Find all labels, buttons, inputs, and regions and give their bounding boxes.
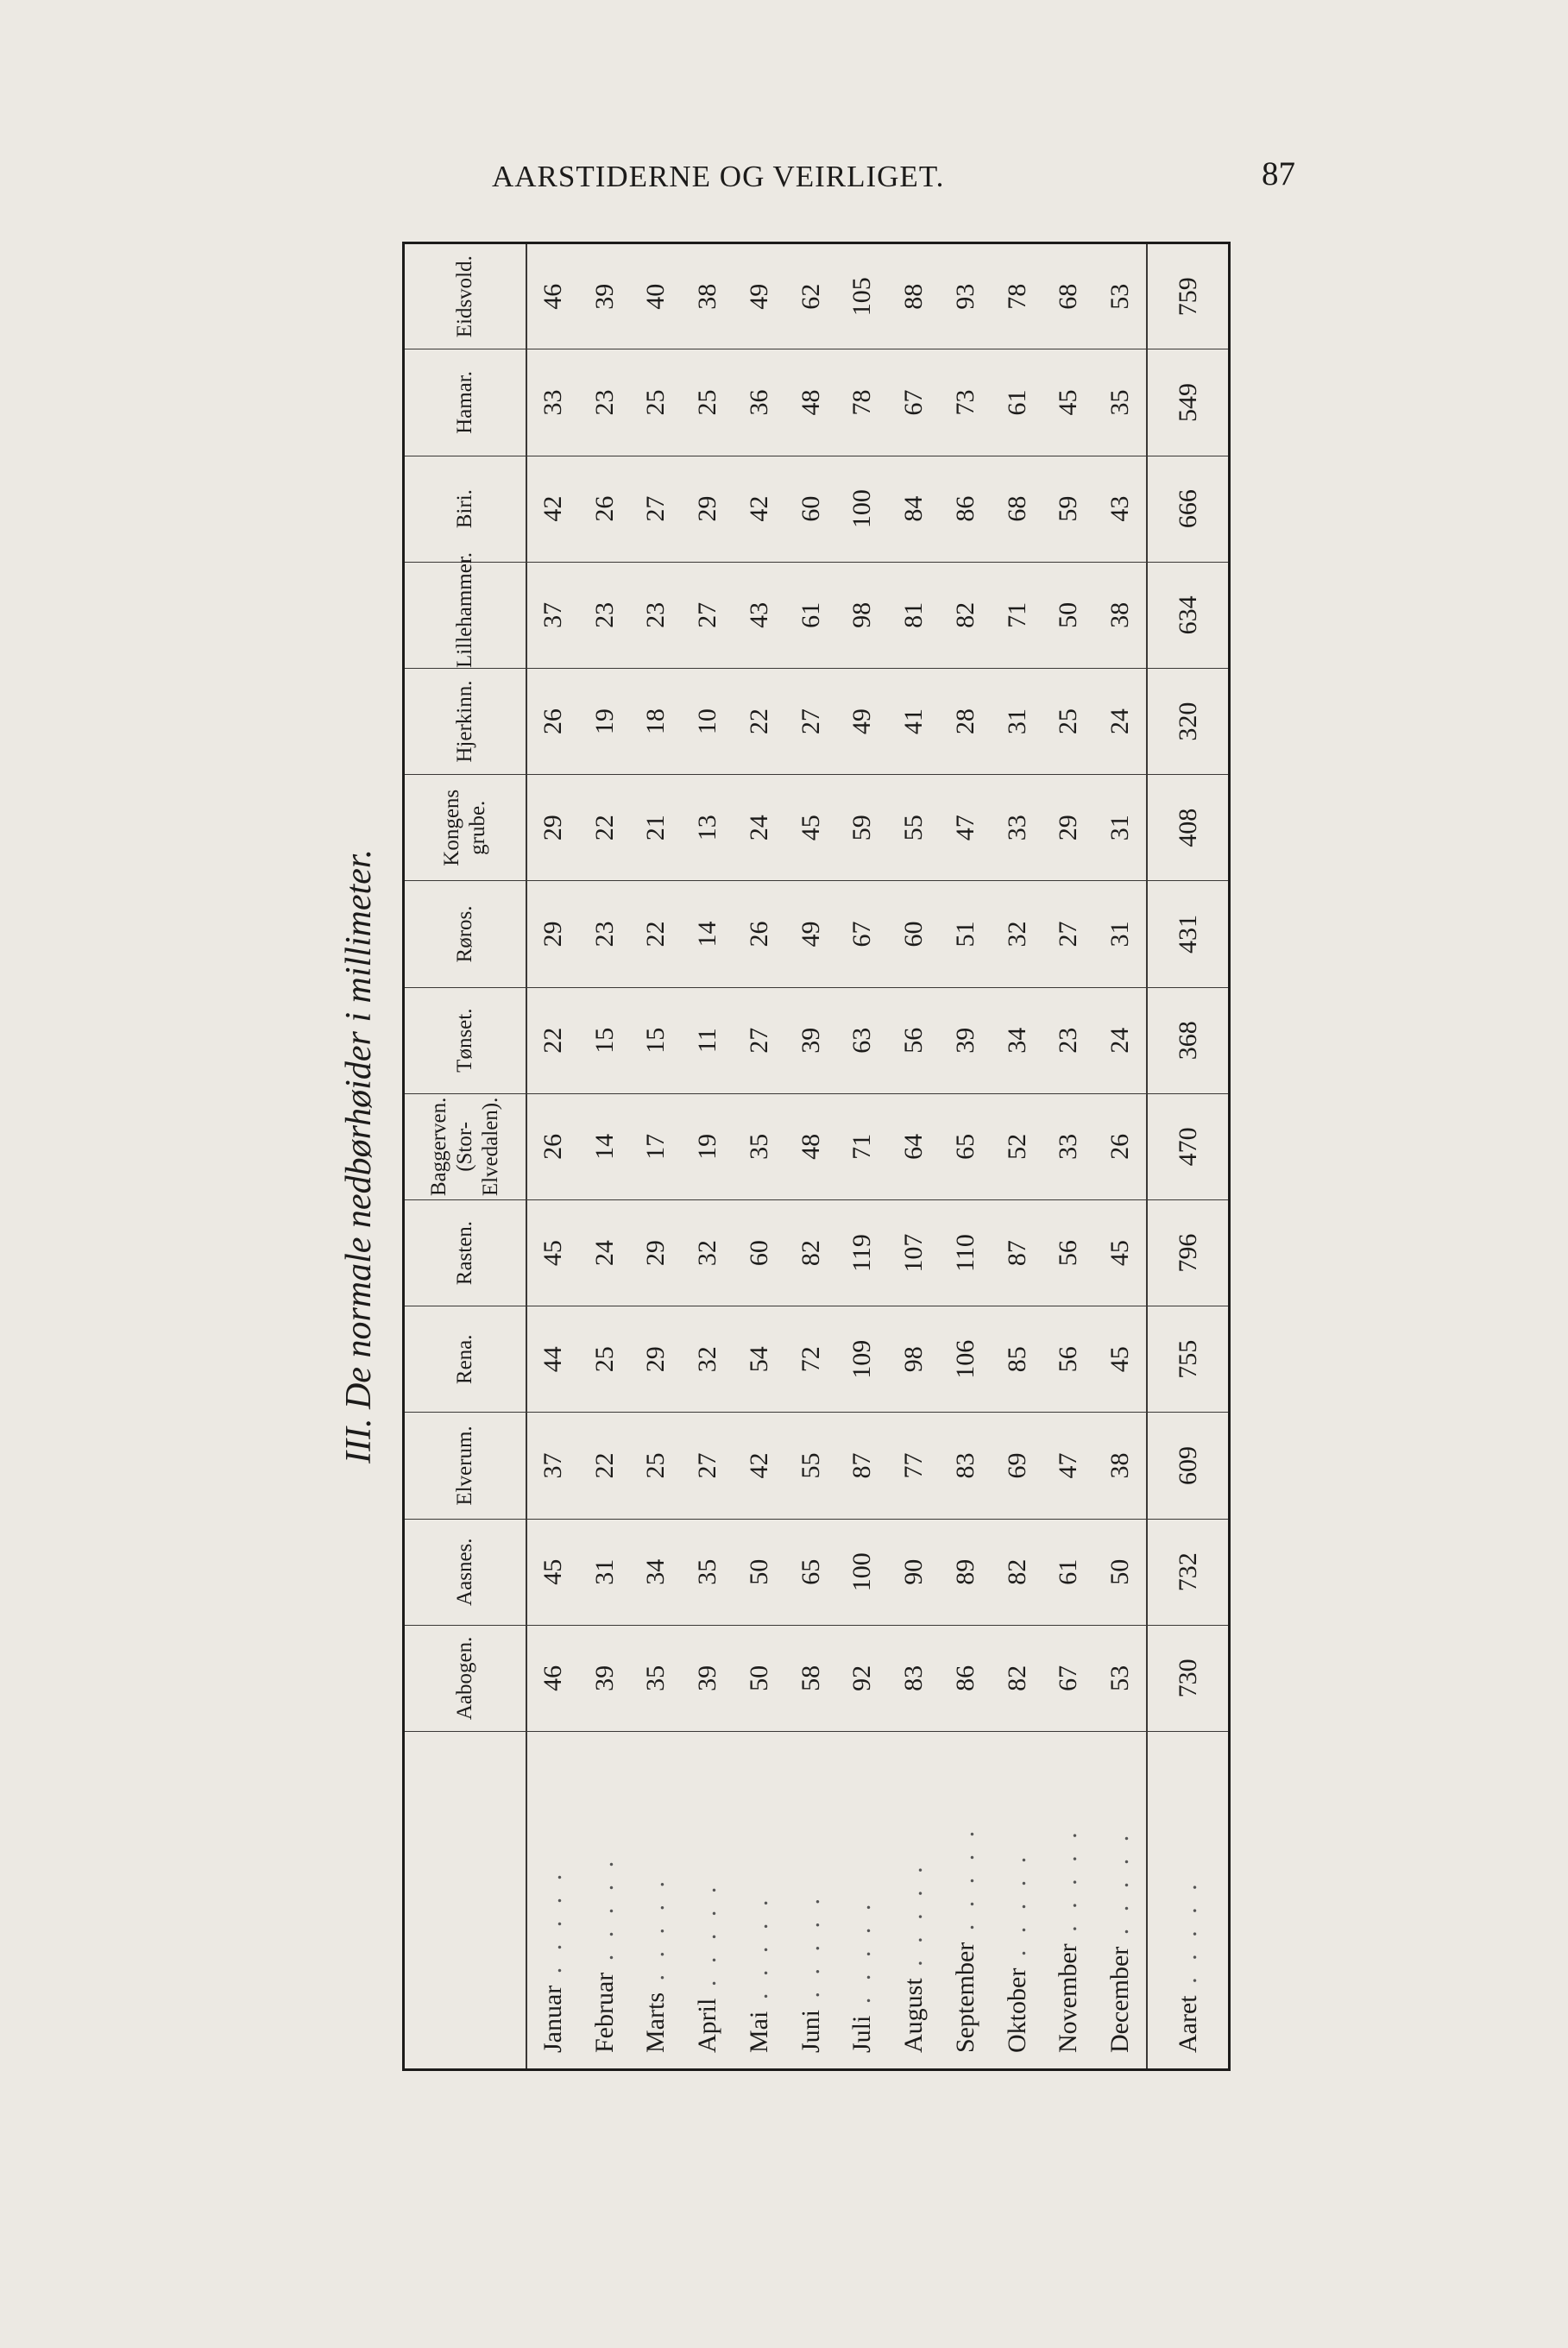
value-cell: 29 (631, 1199, 683, 1306)
value-cell: 31 (1094, 775, 1147, 881)
table-row (992, 243, 1043, 2070)
value-cell: 42 (734, 1413, 785, 1519)
value-cell: 56 (1043, 1199, 1095, 1306)
value-cell: 39 (785, 987, 837, 1093)
value-cell: 609 (1147, 1413, 1229, 1519)
month-name: April (693, 1998, 722, 2053)
table-row (837, 243, 889, 2070)
value-cell: 22 (526, 987, 579, 1093)
table-row (631, 243, 683, 2070)
value-cell: 35 (1094, 349, 1147, 456)
value-cell: 666 (1147, 456, 1229, 562)
table-header-row (404, 243, 527, 2070)
value-cell: 109 (837, 1306, 889, 1413)
value-cell: 81 (888, 562, 940, 668)
value-cell: 732 (1147, 1519, 1229, 1625)
column-header: Lillehammer. (404, 562, 527, 668)
value-cell: 25 (631, 349, 683, 456)
value-cell: 49 (785, 881, 837, 987)
table-row (1094, 243, 1147, 2070)
value-cell: 24 (1094, 987, 1147, 1093)
value-cell: 41 (888, 668, 940, 774)
running-title: AARSTIDERNE OG VEIRLIGET. (492, 160, 945, 193)
value-cell: 87 (837, 1413, 889, 1519)
column-header: Hamar. (404, 349, 527, 456)
month-name: December (1105, 1946, 1135, 2053)
value-cell: 21 (631, 775, 683, 881)
value-cell: 100 (837, 1519, 889, 1625)
value-cell: 26 (1094, 1093, 1147, 1199)
value-cell: 42 (734, 456, 785, 562)
leader-dots: . . . . . (589, 1855, 619, 1973)
value-cell: 28 (940, 668, 992, 774)
column-header: Rasten. (404, 1199, 527, 1306)
value-cell: 72 (785, 1306, 837, 1413)
month-label (785, 1732, 837, 2070)
value-cell: 23 (631, 562, 683, 668)
table-row (526, 243, 579, 2070)
table-row (940, 243, 992, 2070)
value-cell: 107 (888, 1199, 940, 1306)
value-cell: 55 (888, 775, 940, 881)
value-cell: 33 (1043, 1093, 1095, 1199)
value-cell: 32 (992, 881, 1043, 987)
value-cell: 86 (940, 456, 992, 562)
value-cell: 84 (888, 456, 940, 562)
value-cell: 50 (734, 1625, 785, 1731)
month-label (579, 1732, 631, 2070)
value-cell: 50 (1094, 1519, 1147, 1625)
value-cell: 53 (1094, 1625, 1147, 1731)
value-cell: 23 (579, 881, 631, 987)
value-cell: 83 (940, 1413, 992, 1519)
value-cell: 38 (1094, 1413, 1147, 1519)
value-cell: 39 (682, 1625, 734, 1731)
value-cell: 60 (734, 1199, 785, 1306)
value-cell: 60 (888, 881, 940, 987)
value-cell: 43 (734, 562, 785, 668)
month-name: September (950, 1942, 979, 2053)
value-cell: 26 (526, 1093, 579, 1199)
value-cell: 27 (1043, 881, 1095, 987)
value-cell: 98 (888, 1306, 940, 1413)
leader-dots: . . . . . (1054, 1827, 1083, 1944)
value-cell: 18 (631, 668, 683, 774)
value-cell: 85 (992, 1306, 1043, 1413)
value-cell: 34 (992, 987, 1043, 1093)
value-cell: 82 (785, 1199, 837, 1306)
month-label (992, 1732, 1043, 2070)
month-name: Juli (847, 2015, 877, 2053)
value-cell: 88 (888, 243, 940, 349)
value-cell: 24 (1094, 668, 1147, 774)
value-cell: 49 (734, 243, 785, 349)
month-label (1147, 1732, 1229, 2070)
value-cell: 13 (682, 775, 734, 881)
value-cell: 42 (526, 456, 579, 562)
value-cell: 45 (785, 775, 837, 881)
total-row (1147, 243, 1229, 2070)
value-cell: 38 (1094, 562, 1147, 668)
value-cell: 29 (1043, 775, 1095, 881)
value-cell: 40 (631, 243, 683, 349)
value-cell: 26 (734, 881, 785, 987)
value-cell: 755 (1147, 1306, 1229, 1413)
column-header: Kongens grube. (404, 775, 527, 881)
value-cell: 730 (1147, 1625, 1229, 1731)
value-cell: 759 (1147, 243, 1229, 349)
table-caption: III. De normale nedbørhøider i millimeter. (339, 849, 379, 1464)
value-cell: 68 (1043, 243, 1095, 349)
value-cell: 78 (992, 243, 1043, 349)
value-cell: 64 (888, 1093, 940, 1199)
value-cell: 408 (1147, 775, 1229, 881)
column-header: Elverum. (404, 1413, 527, 1519)
value-cell: 71 (837, 1093, 889, 1199)
leader-dots: . . . . . (1173, 1879, 1202, 1996)
table-row (785, 243, 837, 2070)
value-cell: 22 (579, 1413, 631, 1519)
value-cell: 45 (1094, 1199, 1147, 1306)
value-cell: 78 (837, 349, 889, 456)
value-cell: 46 (526, 243, 579, 349)
value-cell: 43 (1094, 456, 1147, 562)
value-cell: 105 (837, 243, 889, 349)
month-label (682, 1732, 734, 2070)
value-cell: 82 (940, 562, 992, 668)
value-cell: 63 (837, 987, 889, 1093)
month-label (888, 1732, 940, 2070)
value-cell: 61 (1043, 1519, 1095, 1625)
column-header: Aabogen. (404, 1625, 527, 1731)
value-cell: 320 (1147, 668, 1229, 774)
value-cell: 39 (579, 243, 631, 349)
value-cell: 33 (992, 775, 1043, 881)
value-cell: 431 (1147, 881, 1229, 987)
month-name: Januar (538, 1985, 567, 2053)
value-cell: 46 (526, 1625, 579, 1731)
value-cell: 33 (526, 349, 579, 456)
value-cell: 110 (940, 1199, 992, 1306)
value-cell: 23 (579, 562, 631, 668)
value-cell: 83 (888, 1625, 940, 1731)
value-cell: 62 (785, 243, 837, 349)
value-cell: 45 (526, 1199, 579, 1306)
value-cell: 82 (992, 1519, 1043, 1625)
value-cell: 45 (1043, 349, 1095, 456)
month-name: Oktober (1002, 1967, 1031, 2053)
value-cell: 22 (734, 668, 785, 774)
value-cell: 56 (888, 987, 940, 1093)
value-cell: 87 (992, 1199, 1043, 1306)
table-body (526, 243, 1230, 2070)
table-row (1043, 243, 1095, 2070)
month-name: August (899, 1978, 929, 2053)
value-cell: 61 (785, 562, 837, 668)
value-cell: 37 (526, 562, 579, 668)
value-cell: 39 (940, 987, 992, 1093)
column-header: Tønset. (404, 987, 527, 1093)
value-cell: 119 (837, 1199, 889, 1306)
value-cell: 31 (992, 668, 1043, 774)
value-cell: 58 (785, 1625, 837, 1731)
value-cell: 77 (888, 1413, 940, 1519)
value-cell: 27 (631, 456, 683, 562)
value-cell: 44 (526, 1306, 579, 1413)
value-cell: 27 (785, 668, 837, 774)
value-cell: 27 (682, 562, 734, 668)
month-name: November (1054, 1943, 1083, 2053)
value-cell: 67 (888, 349, 940, 456)
precipitation-table (402, 242, 1231, 2071)
value-cell: 29 (682, 456, 734, 562)
month-label (734, 1732, 785, 2070)
value-cell: 54 (734, 1306, 785, 1413)
value-cell: 98 (837, 562, 889, 668)
value-cell: 65 (940, 1093, 992, 1199)
value-cell: 27 (734, 987, 785, 1093)
value-cell: 82 (992, 1625, 1043, 1731)
value-cell: 51 (940, 881, 992, 987)
value-cell: 25 (631, 1413, 683, 1519)
value-cell: 31 (1094, 881, 1147, 987)
value-cell: 48 (785, 1093, 837, 1199)
value-cell: 73 (940, 349, 992, 456)
value-cell: 29 (526, 881, 579, 987)
value-cell: 19 (682, 1093, 734, 1199)
value-cell: 470 (1147, 1093, 1229, 1199)
value-cell: 23 (579, 349, 631, 456)
value-cell: 69 (992, 1413, 1043, 1519)
value-cell: 106 (940, 1306, 992, 1413)
value-cell: 17 (631, 1093, 683, 1199)
value-cell: 23 (1043, 987, 1095, 1093)
value-cell: 25 (1043, 668, 1095, 774)
month-name: Mai (744, 2011, 773, 2053)
value-cell: 100 (837, 456, 889, 562)
leader-dots: . . . . . (847, 1898, 877, 2016)
leader-dots: . . . . . (744, 1894, 773, 2011)
page-number: 87 (1262, 155, 1295, 192)
leader-dots: . . . . . (693, 1881, 722, 1999)
value-cell: 24 (579, 1199, 631, 1306)
table-row (734, 243, 785, 2070)
column-header: Røros. (404, 881, 527, 987)
value-cell: 50 (734, 1519, 785, 1625)
leader-dots: . . . . . (899, 1861, 929, 1979)
value-cell: 93 (940, 243, 992, 349)
value-cell: 31 (579, 1519, 631, 1625)
value-cell: 24 (734, 775, 785, 881)
value-cell: 15 (631, 987, 683, 1093)
value-cell: 37 (526, 1413, 579, 1519)
value-cell: 35 (682, 1519, 734, 1625)
value-cell: 90 (888, 1519, 940, 1625)
value-cell: 26 (526, 668, 579, 774)
leader-dots: . . . . . (1105, 1829, 1135, 1947)
month-name: Marts (641, 1992, 671, 2053)
value-cell: 45 (526, 1519, 579, 1625)
value-cell: 11 (682, 987, 734, 1093)
month-label (940, 1732, 992, 2070)
value-cell: 55 (785, 1413, 837, 1519)
value-cell: 19 (579, 668, 631, 774)
value-cell: 15 (579, 987, 631, 1093)
table-block (324, 242, 1237, 2071)
leader-dots: . . . . . (796, 1892, 825, 2010)
leader-dots: . . . . . (1002, 1851, 1031, 1968)
value-cell: 59 (837, 775, 889, 881)
value-cell: 22 (579, 775, 631, 881)
value-cell: 92 (837, 1625, 889, 1731)
value-cell: 35 (734, 1093, 785, 1199)
value-cell: 71 (992, 562, 1043, 668)
value-cell: 61 (992, 349, 1043, 456)
month-label (631, 1732, 683, 2070)
value-cell: 27 (682, 1413, 734, 1519)
value-cell: 67 (1043, 1625, 1095, 1731)
value-cell: 47 (1043, 1413, 1095, 1519)
value-cell: 14 (682, 881, 734, 987)
column-header: Rena. (404, 1306, 527, 1413)
month-name: Juni (796, 2009, 825, 2053)
month-label (1043, 1732, 1095, 2070)
value-cell: 796 (1147, 1199, 1229, 1306)
rotated-table-wrapper (324, 242, 1237, 2071)
value-cell: 56 (1043, 1306, 1095, 1413)
column-header: Baggerven. (Stor-Elvedalen). (404, 1093, 527, 1199)
value-cell: 48 (785, 349, 837, 456)
column-header: Biri. (404, 456, 527, 562)
value-cell: 32 (682, 1199, 734, 1306)
value-cell: 49 (837, 668, 889, 774)
value-cell: 60 (785, 456, 837, 562)
value-cell: 39 (579, 1625, 631, 1731)
month-label (1094, 1732, 1147, 2070)
value-cell: 14 (579, 1093, 631, 1199)
value-cell: 86 (940, 1625, 992, 1731)
value-cell: 47 (940, 775, 992, 881)
value-cell: 89 (940, 1519, 992, 1625)
value-cell: 36 (734, 349, 785, 456)
page-header (0, 155, 1568, 211)
table-row (579, 243, 631, 2070)
value-cell: 35 (631, 1625, 683, 1731)
value-cell: 26 (579, 456, 631, 562)
value-cell: 65 (785, 1519, 837, 1625)
month-label (837, 1732, 889, 2070)
value-cell: 25 (682, 349, 734, 456)
value-cell: 34 (631, 1519, 683, 1625)
value-cell: 38 (682, 243, 734, 349)
column-header: Eidsvold. (404, 243, 527, 349)
value-cell: 29 (631, 1306, 683, 1413)
column-header: Aasnes. (404, 1519, 527, 1625)
leader-dots: . . . . . (538, 1868, 567, 1986)
value-cell: 67 (837, 881, 889, 987)
value-cell: 634 (1147, 562, 1229, 668)
value-cell: 368 (1147, 987, 1229, 1093)
value-cell: 45 (1094, 1306, 1147, 1413)
table-row (682, 243, 734, 2070)
value-cell: 549 (1147, 349, 1229, 456)
value-cell: 29 (526, 775, 579, 881)
value-cell: 22 (631, 881, 683, 987)
value-cell: 10 (682, 668, 734, 774)
month-column-header (404, 1732, 527, 2070)
value-cell: 53 (1094, 243, 1147, 349)
value-cell: 25 (579, 1306, 631, 1413)
value-cell: 52 (992, 1093, 1043, 1199)
month-label (526, 1732, 579, 2070)
value-cell: 68 (992, 456, 1043, 562)
month-name: Aaret (1173, 1995, 1202, 2053)
leader-dots: . . . . . (641, 1876, 671, 1992)
value-cell: 59 (1043, 456, 1095, 562)
month-name: Februar (589, 1972, 619, 2053)
column-header: Hjerkinn. (404, 668, 527, 774)
leader-dots: . . . . . (950, 1825, 979, 1942)
value-cell: 50 (1043, 562, 1095, 668)
table-row (888, 243, 940, 2070)
value-cell: 32 (682, 1306, 734, 1413)
